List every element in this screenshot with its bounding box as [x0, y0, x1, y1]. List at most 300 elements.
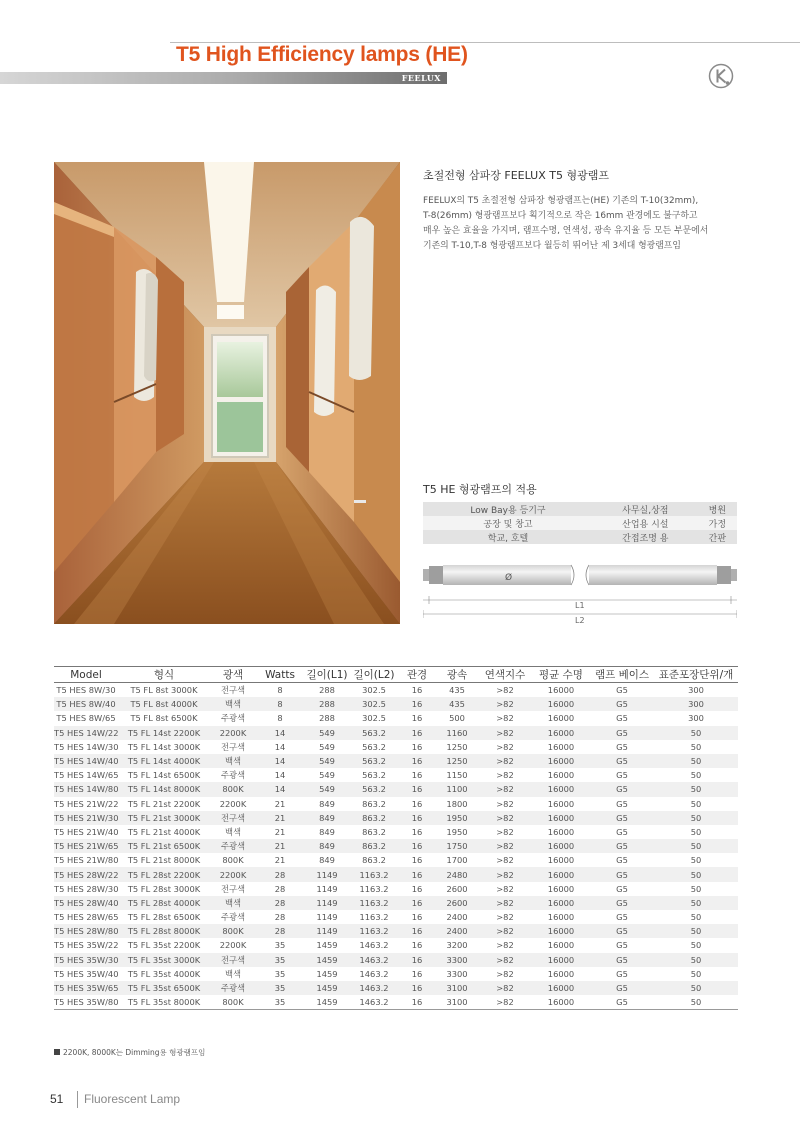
spec-cell: 302.5: [362, 713, 386, 724]
spec-cell: G5: [616, 685, 628, 696]
spec-row: [54, 938, 738, 952]
spec-cell: 50: [690, 883, 702, 894]
spec-cell: 50: [654, 782, 738, 796]
spec-cell: 549: [304, 726, 350, 740]
spec-cell: 16000: [532, 981, 590, 995]
spec-cell: 주광색: [210, 981, 256, 995]
spec-cell: T5 FL 14st 2200K: [118, 726, 210, 740]
spec-cell: >82: [496, 685, 514, 696]
spec-cell: T5 FL 14st 6500K: [127, 770, 201, 781]
spec-cell: 849: [319, 826, 335, 837]
spec-cell: T5 HES 14W/30: [54, 741, 118, 752]
spec-cell: T5 HES 28W/30: [54, 883, 118, 894]
application-row: [423, 530, 737, 544]
spec-cell: 288: [304, 697, 350, 711]
spec-cell: 주광색: [220, 912, 246, 923]
spec-cell: 16000: [532, 754, 590, 768]
spec-cell: 14: [274, 741, 286, 752]
spec-cell: T5 HES 8W/65: [56, 713, 116, 724]
spec-header-cell: 램프 베이스: [590, 667, 654, 683]
spec-cell: T5 FL 28st 8000K: [118, 924, 210, 938]
spec-cell: >82: [478, 867, 532, 881]
spec-cell: 16000: [547, 940, 575, 951]
spec-cell: 주광색: [220, 770, 246, 781]
spec-cell: 16000: [547, 713, 575, 724]
spec-cell: T5 FL 21st 4000K: [127, 826, 201, 837]
spec-cell: T5 HES 21W/30: [54, 811, 118, 825]
spec-cell: 50: [690, 741, 702, 752]
spec-cell: 2200K: [210, 867, 256, 881]
spec-cell: 전구색: [210, 811, 256, 825]
l2-label: L2: [575, 616, 585, 625]
lamp-cap-right: [717, 566, 731, 584]
spec-cell: >82: [478, 924, 532, 938]
spec-cell: G5: [616, 912, 628, 923]
spec-cell: 16: [411, 940, 423, 951]
spec-cell: 주광색: [220, 713, 246, 724]
spec-cell: 50: [654, 896, 738, 910]
spec-row: [54, 839, 738, 853]
spec-cell: 300: [654, 697, 738, 711]
spec-cell: T5 FL 14st 8000K: [118, 782, 210, 796]
spec-cell: T5 HES 35W/40: [54, 968, 118, 979]
spec-cell: 16000: [532, 995, 590, 1010]
spec-row: [54, 697, 738, 711]
spec-cell: >82: [496, 798, 514, 809]
spec-cell: 3200: [446, 940, 468, 951]
spec-cell: 288: [319, 713, 335, 724]
spec-cell: T5 HES 21W/40: [54, 826, 118, 837]
spec-cell: 1459: [304, 981, 350, 995]
spec-cell: 21: [256, 839, 304, 853]
spec-cell: 16: [398, 924, 436, 938]
spec-row: [54, 910, 738, 924]
spec-cell: G5: [590, 726, 654, 740]
spec-cell: G5: [590, 754, 654, 768]
spec-cell: 16: [398, 726, 436, 740]
spec-cell: 1459: [304, 953, 350, 967]
spec-cell: T5 HES 8W/30: [56, 685, 116, 696]
applications-title: T5 HE 형광램프의 적용: [423, 483, 537, 496]
spec-cell: 28: [274, 883, 286, 894]
spec-cell: T5 HES 35W/30: [54, 953, 118, 967]
note-bullet: [54, 1049, 60, 1055]
spec-cell: 563.2: [362, 741, 386, 752]
spec-cell: T5 FL 35st 3000K: [118, 953, 210, 967]
spec-cell: 1463.2: [350, 953, 398, 967]
spec-cell: 16000: [547, 798, 575, 809]
spec-cell: 1150: [446, 770, 468, 781]
application-cell: 학교, 호텔: [423, 530, 593, 544]
spec-cell: G5: [616, 770, 628, 781]
spec-row: [54, 782, 738, 796]
spec-cell: 2400: [446, 912, 468, 923]
spec-row: [54, 853, 738, 867]
spec-cell: 전구색: [210, 953, 256, 967]
spec-cell: 863.2: [362, 855, 386, 866]
spec-cell: T5 FL 35st 6500K: [118, 981, 210, 995]
spec-cell: 1750: [436, 839, 478, 853]
spec-cell: 16000: [532, 839, 590, 853]
spec-cell: 1459: [316, 968, 338, 979]
application-cell: 간접조명 용: [593, 530, 698, 544]
spec-cell: G5: [616, 798, 628, 809]
spec-cell: 28: [256, 924, 304, 938]
spec-cell: T5 HES 14W/40: [54, 754, 118, 768]
spec-header-cell: Model: [54, 667, 118, 683]
spec-header-cell: 광색: [210, 667, 256, 683]
spec-cell: 800K: [210, 782, 256, 796]
spec-cell: 1250: [446, 741, 468, 752]
spec-cell: 1950: [436, 811, 478, 825]
spec-cell: T5 FL 35st 8000K: [118, 995, 210, 1010]
spec-cell: 50: [654, 953, 738, 967]
spec-cell: 21: [274, 855, 286, 866]
spec-cell: 50: [654, 839, 738, 853]
spec-row: [54, 825, 738, 839]
spec-row: [54, 924, 738, 938]
spec-row: [54, 726, 738, 740]
spec-cell: T5 FL 8st 6500K: [130, 713, 198, 724]
application-cell: Low Bay용 등기구: [423, 502, 593, 516]
spec-cell: 16000: [547, 741, 575, 752]
spec-cell: 전구색: [220, 685, 246, 696]
spec-cell: 849: [304, 839, 350, 853]
spec-cell: 849: [304, 811, 350, 825]
spec-cell: 2200K: [219, 798, 247, 809]
spec-cell: 16: [398, 981, 436, 995]
spec-cell: T5 HES 28W/40: [54, 896, 118, 910]
spec-cell: 전구색: [220, 741, 246, 752]
spec-cell: 50: [690, 770, 702, 781]
spec-cell: G5: [616, 855, 628, 866]
lamp-dimension-diagram: [423, 560, 737, 626]
spec-cell: 50: [654, 867, 738, 881]
diameter-symbol: Ø: [505, 573, 513, 583]
spec-cell: 300: [688, 685, 704, 696]
spec-cell: 2200K: [210, 726, 256, 740]
spec-cell: 백색: [224, 968, 242, 979]
spec-cell: G5: [590, 995, 654, 1010]
spec-cell: 16: [411, 912, 423, 923]
spec-cell: 14: [256, 754, 304, 768]
spec-cell: 2480: [436, 867, 478, 881]
page-title: T5 High Efficiency lamps (HE): [176, 43, 468, 66]
spec-cell: 1160: [436, 726, 478, 740]
spec-cell: 16: [398, 811, 436, 825]
spec-cell: 849: [319, 798, 335, 809]
spec-cell: G5: [590, 953, 654, 967]
spec-cell: >82: [478, 995, 532, 1010]
spec-cell: 1700: [446, 855, 468, 866]
spec-header-cell: 평균 수명: [532, 667, 590, 683]
spec-cell: 3100: [436, 981, 478, 995]
spec-cell: 16: [398, 839, 436, 853]
spec-cell: 16000: [547, 912, 575, 923]
spec-cell: 16: [411, 883, 423, 894]
spec-cell: 16000: [532, 782, 590, 796]
spec-cell: 16000: [547, 968, 575, 979]
walk-in-closet-photo: [54, 162, 400, 624]
spec-header-cell: 형식: [118, 667, 210, 683]
intro-line: 매우 높은 효율을 가지며, 램프수명, 연색성, 광속 유지율 등 모든 부문에서: [423, 226, 709, 236]
spec-cell: 563.2: [350, 726, 398, 740]
spec-cell: 563.2: [362, 770, 386, 781]
spec-cell: T5 HES 21W/65: [54, 839, 118, 853]
spec-cell: 863.2: [362, 826, 386, 837]
spec-cell: 백색: [210, 697, 256, 711]
spec-cell: 2400: [436, 924, 478, 938]
spec-cell: G5: [616, 940, 628, 951]
spec-row: [54, 797, 738, 811]
spec-cell: 28: [274, 912, 286, 923]
spec-row: [54, 882, 738, 896]
spec-cell: 3100: [436, 995, 478, 1010]
spec-cell: 2600: [446, 883, 468, 894]
spec-cell: 435: [436, 697, 478, 711]
spec-cell: 2600: [436, 896, 478, 910]
spec-row: [54, 995, 738, 1010]
application-cell: 공장 및 창고: [423, 516, 593, 530]
spec-cell: 863.2: [350, 811, 398, 825]
spec-cell: >82: [496, 968, 514, 979]
spec-cell: 302.5: [362, 685, 386, 696]
spec-row: [54, 740, 738, 754]
spec-cell: 16: [398, 867, 436, 881]
spec-cell: >82: [478, 896, 532, 910]
spec-cell: 1800: [446, 798, 468, 809]
spec-cell: G5: [590, 697, 654, 711]
spec-cell: G5: [590, 839, 654, 853]
spec-cell: 50: [690, 912, 702, 923]
spec-cell: 563.2: [350, 754, 398, 768]
spec-table: [54, 666, 738, 1010]
spec-header-cell: 길이(L1): [304, 667, 350, 683]
spec-cell: >82: [478, 754, 532, 768]
spec-cell: 16000: [547, 826, 575, 837]
spec-cell: >82: [478, 697, 532, 711]
spec-cell: 21: [256, 811, 304, 825]
header-bar: [0, 72, 447, 84]
spec-cell: 549: [319, 770, 335, 781]
spec-cell: 35: [256, 953, 304, 967]
spec-cell: G5: [590, 981, 654, 995]
intro-line: FEELUX의 T5 초절전형 삼파장 형광램프는(HE) 기존의 T-10(32mm),: [423, 196, 699, 206]
spec-cell: 주광색: [210, 839, 256, 853]
spec-cell: >82: [496, 713, 514, 724]
spec-cell: G5: [590, 811, 654, 825]
spec-cell: T5 FL 28st 4000K: [118, 896, 210, 910]
application-cell: 간판: [698, 530, 737, 544]
spec-cell: G5: [616, 713, 628, 724]
spec-cell: >82: [478, 839, 532, 853]
spec-cell: 50: [654, 754, 738, 768]
spec-cell: 16000: [532, 867, 590, 881]
spec-cell: 549: [304, 754, 350, 768]
spec-cell: 16000: [532, 924, 590, 938]
spec-cell: 1463.2: [350, 981, 398, 995]
spec-cell: 3300: [446, 968, 468, 979]
spec-cell: 16: [398, 896, 436, 910]
application-row: [423, 516, 737, 530]
spec-cell: 1149: [304, 896, 350, 910]
spec-cell: 3300: [436, 953, 478, 967]
spec-cell: T5 FL 14st 4000K: [118, 754, 210, 768]
spec-cell: 8: [256, 697, 304, 711]
spec-cell: 1950: [446, 826, 468, 837]
spec-cell: 16: [411, 741, 423, 752]
k-circle-logo-icon: [708, 63, 734, 89]
spec-cell: T5 HES 28W/65: [54, 912, 118, 923]
spec-cell: 1463.2: [350, 995, 398, 1010]
spec-cell: 21: [274, 826, 286, 837]
spec-cell: 14: [274, 770, 286, 781]
spec-header-cell: 관경: [398, 667, 436, 683]
spec-cell: 1149: [316, 883, 338, 894]
spec-cell: 16000: [532, 953, 590, 967]
spec-cell: 1149: [316, 912, 338, 923]
spec-cell: 1463.2: [359, 968, 389, 979]
spec-cell: 50: [654, 924, 738, 938]
spec-cell: 2200K: [219, 940, 247, 951]
dimming-note: [54, 1047, 205, 1058]
spec-cell: T5 FL 35st 4000K: [127, 968, 201, 979]
spec-cell: >82: [496, 912, 514, 923]
spec-cell: T5 FL 28st 6500K: [127, 912, 201, 923]
spec-cell: 16: [411, 713, 423, 724]
application-cell: 가정: [698, 516, 737, 530]
spec-row: [54, 953, 738, 967]
spec-row: [54, 967, 738, 981]
spec-cell: 16: [398, 953, 436, 967]
spec-header-cell: 연색지수: [478, 667, 532, 683]
spec-cell: 16: [411, 855, 423, 866]
spec-cell: 16000: [532, 726, 590, 740]
spec-cell: 50: [690, 940, 702, 951]
spec-cell: 1149: [304, 867, 350, 881]
spec-header-cell: 길이(L2): [350, 667, 398, 683]
spec-cell: T5 HES 8W/40: [54, 697, 118, 711]
spec-cell: 28: [256, 896, 304, 910]
page-number: 51: [50, 1092, 64, 1106]
spec-cell: 50: [690, 798, 702, 809]
spec-cell: G5: [590, 896, 654, 910]
spec-row: [54, 896, 738, 910]
spec-cell: 14: [256, 726, 304, 740]
spec-cell: 1250: [436, 754, 478, 768]
spec-cell: 50: [654, 726, 738, 740]
spec-cell: T5 HES 35W/65: [54, 981, 118, 995]
spec-row: [54, 867, 738, 881]
spec-cell: T5 FL 21st 8000K: [127, 855, 201, 866]
spec-cell: T5 HES 28W/22: [54, 867, 118, 881]
spec-cell: T5 FL 8st 4000K: [118, 697, 210, 711]
spec-cell: >82: [496, 770, 514, 781]
spec-cell: 863.2: [362, 798, 386, 809]
spec-cell: 50: [690, 968, 702, 979]
spec-cell: 16: [411, 826, 423, 837]
spec-cell: G5: [616, 968, 628, 979]
spec-cell: >82: [478, 981, 532, 995]
spec-cell: 1100: [436, 782, 478, 796]
spec-row: [54, 811, 738, 825]
spec-cell: >82: [478, 782, 532, 796]
spec-cell: T5 HES 21W/22: [54, 798, 118, 809]
spec-cell: 8: [277, 685, 283, 696]
spec-cell: 800K: [222, 855, 244, 866]
spec-cell: 302.5: [350, 697, 398, 711]
spec-cell: T5 FL 28st 2200K: [118, 867, 210, 881]
spec-cell: >82: [496, 855, 514, 866]
spec-cell: 16: [411, 798, 423, 809]
spec-cell: G5: [616, 826, 628, 837]
spec-cell: G5: [590, 924, 654, 938]
spec-cell: 1163.2: [350, 924, 398, 938]
spec-cell: T5 HES 35W/22: [54, 940, 118, 951]
spec-cell: 16000: [547, 883, 575, 894]
spec-cell: 1463.2: [359, 940, 389, 951]
spec-cell: 16: [398, 754, 436, 768]
spec-header-cell: 표준포장단위/개: [654, 667, 738, 683]
intro-title: 초절전형 삼파장 FEELUX T5 형광램프: [423, 169, 609, 182]
spec-cell: 8: [277, 713, 283, 724]
spec-cell: >82: [496, 940, 514, 951]
spec-cell: 16000: [532, 811, 590, 825]
application-cell: 사무실,상점: [593, 502, 698, 516]
spec-cell: 549: [304, 782, 350, 796]
spec-cell: >82: [478, 726, 532, 740]
applications-table: [423, 502, 737, 544]
spec-cell: 50: [654, 811, 738, 825]
spec-cell: 435: [449, 685, 465, 696]
spec-cell: T5 FL 21st 3000K: [118, 811, 210, 825]
spec-cell: 863.2: [350, 839, 398, 853]
note-text: 2200K, 8000K는 Dimming용 형광램프임: [63, 1048, 206, 1057]
spec-row: [54, 768, 738, 782]
spec-cell: 549: [319, 741, 335, 752]
spec-cell: 50: [654, 981, 738, 995]
spec-cell: 50: [654, 995, 738, 1010]
spec-cell: >82: [496, 826, 514, 837]
spec-cell: T5 HES 14W/22: [54, 726, 118, 740]
spec-cell: 16: [411, 685, 423, 696]
spec-cell: 16000: [547, 855, 575, 866]
spec-cell: 16000: [532, 896, 590, 910]
spec-cell: T5 FL 28st 3000K: [127, 883, 201, 894]
spec-cell: 16: [398, 995, 436, 1010]
footer-divider: [77, 1091, 78, 1108]
spec-cell: 1459: [304, 995, 350, 1010]
spec-cell: 288: [319, 685, 335, 696]
application-cell: 산업용 시설: [593, 516, 698, 530]
spec-row: [54, 711, 738, 725]
spec-cell: 1163.2: [359, 912, 389, 923]
spec-cell: 백색: [210, 896, 256, 910]
footer-section: Fluorescent Lamp: [84, 1092, 181, 1106]
spec-cell: >82: [478, 953, 532, 967]
lamp-pin-left: [423, 569, 429, 581]
spec-row: [54, 683, 738, 698]
spec-cell: 35: [274, 968, 286, 979]
spec-cell: 1163.2: [359, 883, 389, 894]
spec-cell: T5 HES 28W/80: [54, 924, 118, 938]
intro-line: T-8(26mm) 형광램프보다 획기적으로 작은 16mm 관경에도 불구하고: [423, 211, 698, 221]
spec-cell: 35: [274, 940, 286, 951]
spec-cell: 1149: [304, 924, 350, 938]
spec-row: [54, 754, 738, 768]
brand-label: FEELUX: [401, 73, 441, 83]
spec-cell: >82: [478, 811, 532, 825]
